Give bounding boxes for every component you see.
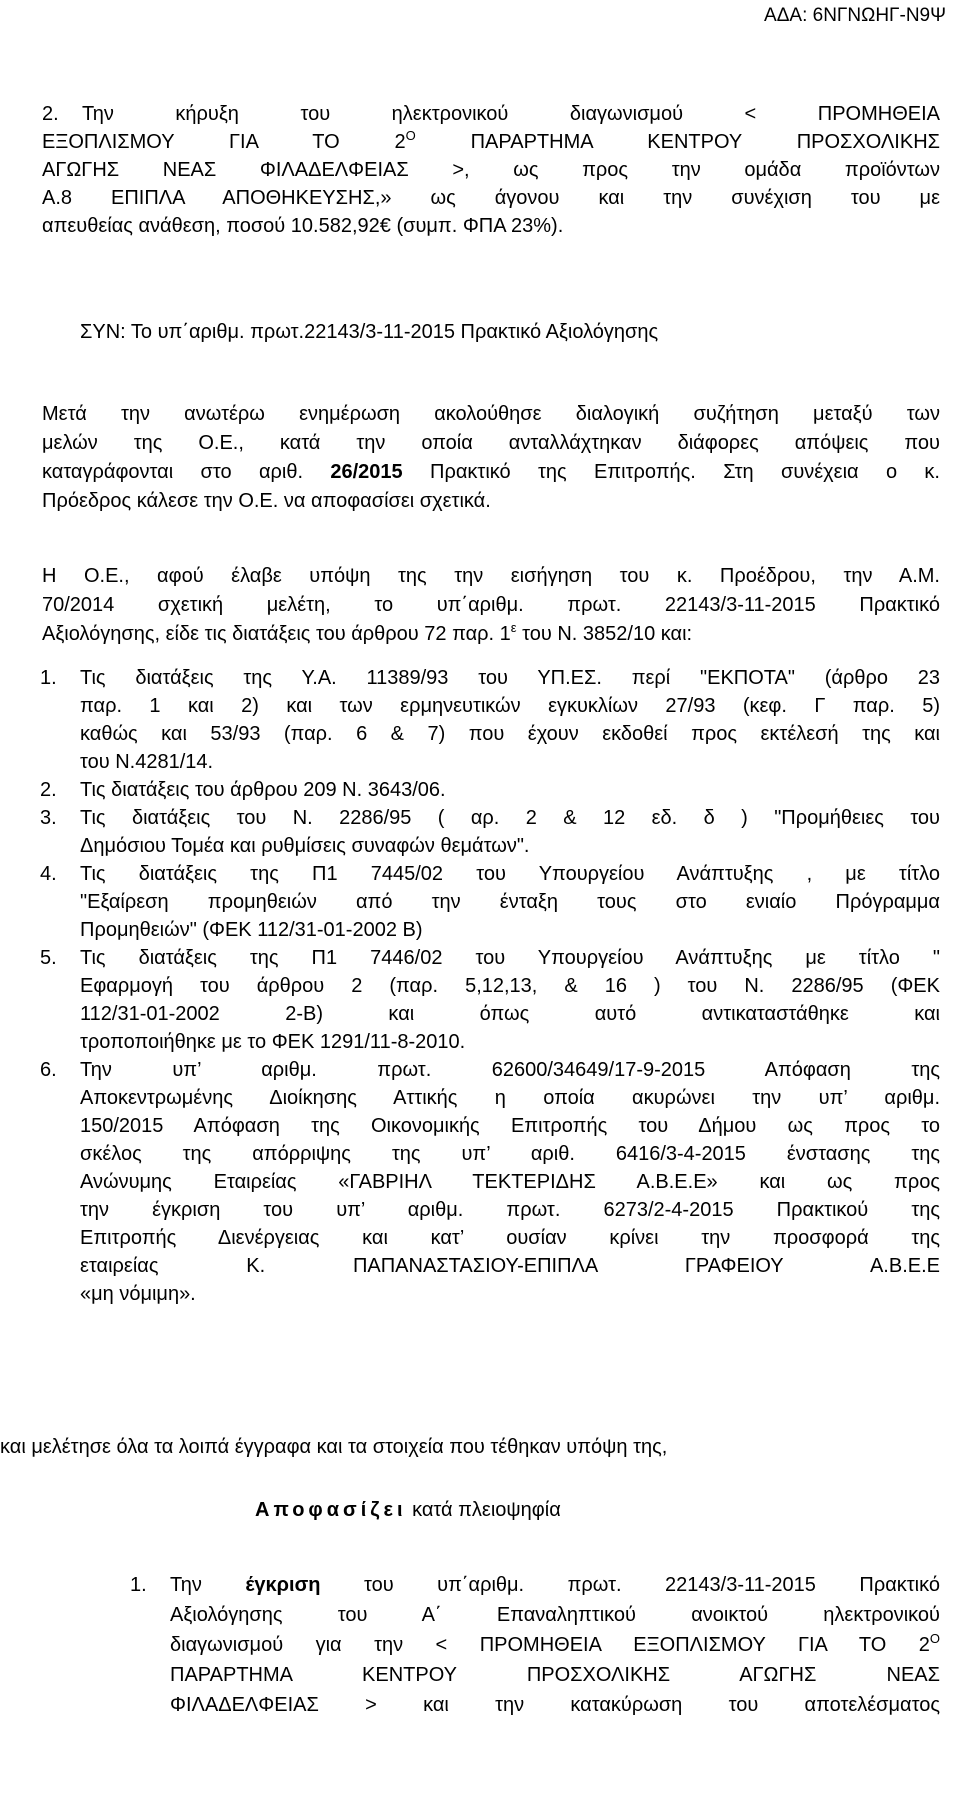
decision-word: Αποφασίζει (255, 1499, 407, 1521)
law-item: 6. Την υπ’ αριθμ. πρωτ. 62600/34649/17-9-2015 Απόφαση της Αποκεντρωμένης Διοίκησης Αττικής η οποία ακυρώνει την υπ’ αριθμ. 150/2015 Απόφαση της Οικονομικής Επιτροπής του Δήμου ως προς το σκέλος της απόρριψης της υπ’ αριθ. 6416/3-4-2015 ένστασης της Ανώνυμης Εταιρείας «ΓΑΒΡΙΗΛ ΤΕΚΤΕΡΙΔΗΣ Α.Β.Ε.Ε» και ως προς την έγκριση του υπ’ αριθμ. πρωτ. 6273/2-4-2015 Πρακτικού της Επιτροπής Διενέργειας και κατ’ ουσίαν κρίνει την προσφορά της εταιρείας Κ. ΠΑΠΑΝΑΣΤΑΣΙΟΥ-ΕΠΙΠΛΑ ΓΡΑΦΕΙΟΥ Α.Β.Ε.Ε «μη νόμιμη». (40, 1059, 940, 1305)
studied-line: και μελέτησε όλα τα λοιπά έγγραφα και τα στοιχεία που τέθηκαν υπόψη της, (0, 1436, 668, 1458)
consideration-paragraph: Η Ο.Ε., αφού έλαβε υπόψη της την εισήγηση του κ. Προέδρου, την Α.Μ. 70/2014 σχετική μελέτη, το υπ΄αριθμ. πρωτ. 22143/3-11-2015 Πρακτικό Αξιολόγησης, είδε τις διατάξεις του άρθρου 72 παρ. $1^\varepsilon$ του Ν. 3852/10 και: (42, 565, 940, 645)
discussion-paragraph: Μετά την ανωτέρω ενημέρωση ακολούθησε διαλογική συζήτηση μεταξύ των μελών της Ο.Ε., κατά την οποία ανταλλάχτηκαν διάφορες απόψεις που καταγράφονται στο αριθ. 26/2015 Πρακτικό της Επιτροπής. Στη συνέχεια ο κ. Πρόεδρος κάλεσε την Ο.Ε. να αποφασίσει σχετικά. (42, 403, 940, 512)
law-item: 5. Τις διατάξεις της Π1 7446/02 του Υπουργείου Ανάπτυξης με τίτλο " Εφαρμογή του άρθρου 2 (παρ. 5,12,13, & 16 ) του Ν. 2286/95 (ΦΕΚ 112/31-01-2002 2-Β) και όπως αυτό αντικαταστάθηκε και τροποποιήθηκε με το ΦΕΚ 1291/11-8-2010. (40, 947, 940, 1053)
ada-header: ΑΔΑ: 6ΝΓΝΩΗΓ-Ν9Ψ (764, 5, 946, 26)
law-item: 4. Τις διατάξεις της Π1 7445/02 του Υπουργείου Ανάπτυξης , με τίτλο "Εξαίρεση προμηθειών από την ένταξη τους στο ενιαίο Πρόγραμμα Προμηθειών" (ΦΕΚ 112/31-01-2002 Β) (40, 863, 940, 941)
item-2 (42, 100, 940, 240)
law-item: 1. Τις διατάξεις της Υ.Α. 11389/93 του ΥΠ.ΕΣ. περί "ΕΚΠΟΤΑ" (άρθρο 23 παρ. 1 και 2) και των ερμηνευτικών εγκυκλίων 27/93 (κεφ. Γ παρ. 5) καθώς και 53/93 (παρ. 6 & 7) που έχουν εκδοθεί προς εκτέλεσή της και του Ν.4281/14. (40, 667, 940, 773)
law-item: 2. Τις διατάξεις του άρθρου 209 Ν. 3643/06. (40, 779, 446, 801)
item-2-line: ΕΞΟΠΛΙΣΜΟΥ ΓΙΑ ΤΟ $2^O$ ΠΑΡΑΡΤΗΜΑ ΚΕΝΤΡΟΥ ΠΡΟΣΧΟΛΙΚΗΣ (42, 128, 940, 153)
approval-number: 1. (130, 1574, 147, 1596)
item-2-number: 2. (42, 103, 59, 125)
syn-line: ΣΥΝ: Το υπ΄αριθμ. πρωτ.22143/3-11-2015 Πρακτικό Αξιολόγησης (80, 321, 659, 343)
item-2-line: Την κήρυξη του ηλεκτρονικού διαγωνισμού < ΠΡΟΜΗΘΕΙΑ (82, 103, 940, 125)
item-2-line: ΑΓΩΓΗΣ ΝΕΑΣ ΦΙΛΑΔΕΛΦΕΙΑΣ >, ως προς την ομάδα προϊόντων (42, 159, 940, 181)
law-list (40, 664, 940, 1308)
approval-item: 1. Την έγκριση του υπ΄αριθμ. πρωτ. 22143/3-11-2015 Πρακτικό Αξιολόγησης του Α΄ Επαναληπτικού ανοικτού ηλεκτρονικού διαγωνισμού για την < ΠΡΟΜΗΘΕΙΑ ΕΞΟΠΛΙΣΜΟΥ ΓΙΑ ΤΟ $2^O$ ΠΑΡΑΡΤΗΜΑ ΚΕΝΤΡΟΥ ΠΡΟΣΧΟΛΙΚΗΣ ΑΓΩΓΗΣ ΝΕΑΣ ΦΙΛΑΔΕΛΦΕΙΑΣ > και την κατακύρωση του αποτελέσματος (130, 1570, 940, 1720)
decision-tail: κατά πλειοψηφία (406, 1499, 561, 1521)
law-item: 3. Τις διατάξεις του Ν. 2286/95 ( αρ. 2 & 12 εδ. δ ) "Προμήθειες του Δημόσιου Τομέα και ρυθμίσεις συναφών θεμάτων". (40, 807, 940, 857)
item-2-line: απευθείας ανάθεση, ποσού 10.582,92€ (συμπ. ΦΠΑ 23%). (42, 215, 564, 237)
item-2-line: Α.8 ΕΠΙΠΛΑ ΑΠΟΘΗΚΕΥΣΗΣ,» ως άγονου και την συνέχιση του με (42, 187, 940, 209)
decision-line (255, 1496, 955, 1524)
